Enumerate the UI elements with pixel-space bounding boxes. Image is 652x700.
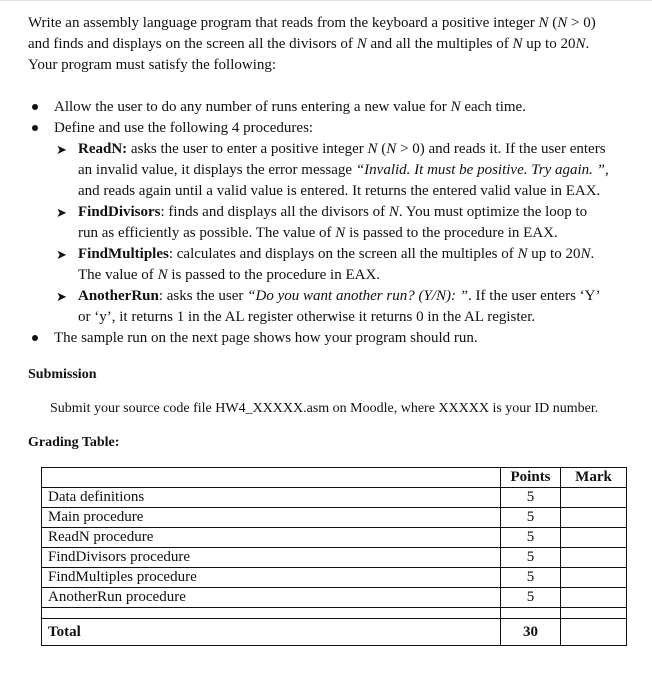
page-top-border: [0, 0, 652, 1]
bullet-procedures: Define and use the following 4 procedures:: [54, 120, 314, 136]
text: an invalid value, it displays the error message: [78, 162, 356, 178]
item-cell: FindMultiples procedure: [42, 568, 501, 588]
total-row: [42, 619, 627, 646]
bullet-icon: [32, 125, 38, 131]
text: is passed to the procedure in EAX.: [345, 225, 558, 241]
table-row: [42, 568, 627, 588]
submission-text: Submit your source code file HW4_XXXXX.asm on Moodle, where XXXXX is your ID number.: [50, 401, 599, 416]
intro-line-1: [28, 13, 596, 34]
table-row: [42, 548, 627, 568]
points-cell: 5: [501, 488, 561, 508]
arrow-bullet-icon: ➤: [56, 205, 67, 220]
readn-line-1: [78, 139, 606, 160]
var-n: N: [356, 36, 367, 52]
mark-cell: [561, 568, 627, 588]
item-cell: Main procedure: [42, 508, 501, 528]
text: .: [590, 246, 595, 262]
text: run as efficiently as possible. The value of: [78, 225, 336, 241]
text: . If the user enters ‘Y’: [468, 288, 601, 304]
text: up to 20: [522, 36, 576, 52]
bullet-sample-run: The sample run on the next page shows how your program should run.: [54, 330, 478, 346]
arrow-bullet-icon: ➤: [56, 247, 67, 262]
points-cell: 5: [501, 508, 561, 528]
bullet-icon: [32, 335, 38, 341]
table-row: [42, 588, 627, 608]
var-n: N: [557, 15, 568, 31]
item-cell: FindDivisors procedure: [42, 548, 501, 568]
text: up to 20: [527, 246, 581, 262]
mark-cell: [561, 588, 627, 608]
points-cell: 5: [501, 568, 561, 588]
var-n: N: [538, 15, 549, 31]
text: (: [377, 141, 387, 157]
table-row: [42, 528, 627, 548]
spacer-row: [42, 608, 627, 619]
var-n: N: [450, 99, 461, 115]
item-cell: AnotherRun procedure: [42, 588, 501, 608]
var-n: N: [367, 141, 378, 157]
text: and all the multiples of: [366, 36, 513, 52]
text: > 0): [567, 15, 596, 31]
var-n: N: [388, 204, 399, 220]
var-n: N: [575, 36, 586, 52]
text: is passed to the procedure in EAX.: [167, 267, 381, 283]
submission-heading: Submission: [28, 367, 97, 382]
points-cell: 5: [501, 528, 561, 548]
text: : calculates and displays on the screen all the multiples of: [168, 246, 518, 262]
table-row: [42, 488, 627, 508]
text: : finds and displays all the divisors of: [160, 204, 389, 220]
anotherrun-line-2: or ‘y’, it returns 1 in the AL register otherwise it returns 0 in the AL register.: [78, 309, 536, 325]
text: each time.: [460, 99, 526, 115]
arrow-bullet-icon: ➤: [56, 142, 67, 157]
points-cell: 5: [501, 548, 561, 568]
text: .: [585, 36, 590, 52]
text: The value of: [78, 267, 158, 283]
intro-line-2: [28, 34, 589, 55]
proc-name: ReadN:: [78, 141, 128, 157]
mark-cell: [561, 528, 627, 548]
text: Allow the user to do any number of runs entering a new value for: [54, 99, 451, 115]
item-cell: Data definitions: [42, 488, 501, 508]
header-item-cell: [42, 468, 501, 488]
error-message: “Invalid. It must be positive. Try again. ”: [355, 162, 606, 178]
points-cell: 5: [501, 588, 561, 608]
text: ,: [605, 162, 609, 178]
grading-heading: Grading Table:: [28, 435, 120, 450]
text: and finds and displays on the screen all the divisors of: [28, 36, 357, 52]
intro-line-3: Your program must satisfy the following:: [28, 57, 277, 73]
total-points: 30: [501, 619, 561, 646]
item-cell: ReadN procedure: [42, 528, 501, 548]
mark-cell: [561, 548, 627, 568]
table-header-row: [42, 468, 627, 488]
arrow-bullet-icon: ➤: [56, 289, 67, 304]
anotherrun-line-1: [78, 286, 601, 307]
var-n: N: [335, 225, 346, 241]
total-mark-cell: [561, 619, 627, 646]
var-n: N: [157, 267, 168, 283]
bullet-runs: [54, 97, 526, 118]
readn-line-2: [78, 160, 609, 181]
total-label: Total: [42, 619, 501, 646]
text: : asks the user: [158, 288, 248, 304]
text: . You must optimize the loop to: [398, 204, 588, 220]
mark-cell: [561, 488, 627, 508]
spacer-cell: [42, 608, 501, 619]
var-n: N: [580, 246, 591, 262]
proc-name: AnotherRun: [78, 288, 159, 304]
var-n: N: [386, 141, 397, 157]
finddivisors-line-1: [78, 202, 587, 223]
findmultiples-line-2: [78, 265, 380, 286]
text: asks the user to enter a positive integer: [127, 141, 368, 157]
var-n: N: [517, 246, 528, 262]
prompt-message: “Do you want another run? (Y/N): ”: [247, 288, 469, 304]
mark-cell: [561, 508, 627, 528]
proc-name: FindMultiples: [78, 246, 169, 262]
text: (: [548, 15, 558, 31]
text: > 0) and reads it. If the user enters: [396, 141, 606, 157]
findmultiples-line-1: [78, 244, 594, 265]
grading-table: [41, 467, 627, 646]
finddivisors-line-2: [78, 223, 558, 244]
spacer-cell: [561, 608, 627, 619]
readn-line-3: and reads again until a valid value is entered. It returns the entered valid value in EAX.: [78, 183, 601, 199]
text: Write an assembly language program that reads from the keyboard a positive integer: [28, 15, 539, 31]
bullet-icon: [32, 104, 38, 110]
table-row: [42, 508, 627, 528]
spacer-cell: [501, 608, 561, 619]
points-header: Points: [501, 468, 561, 488]
var-n: N: [512, 36, 523, 52]
proc-name: FindDivisors: [78, 204, 161, 220]
mark-header: Mark: [561, 468, 627, 488]
